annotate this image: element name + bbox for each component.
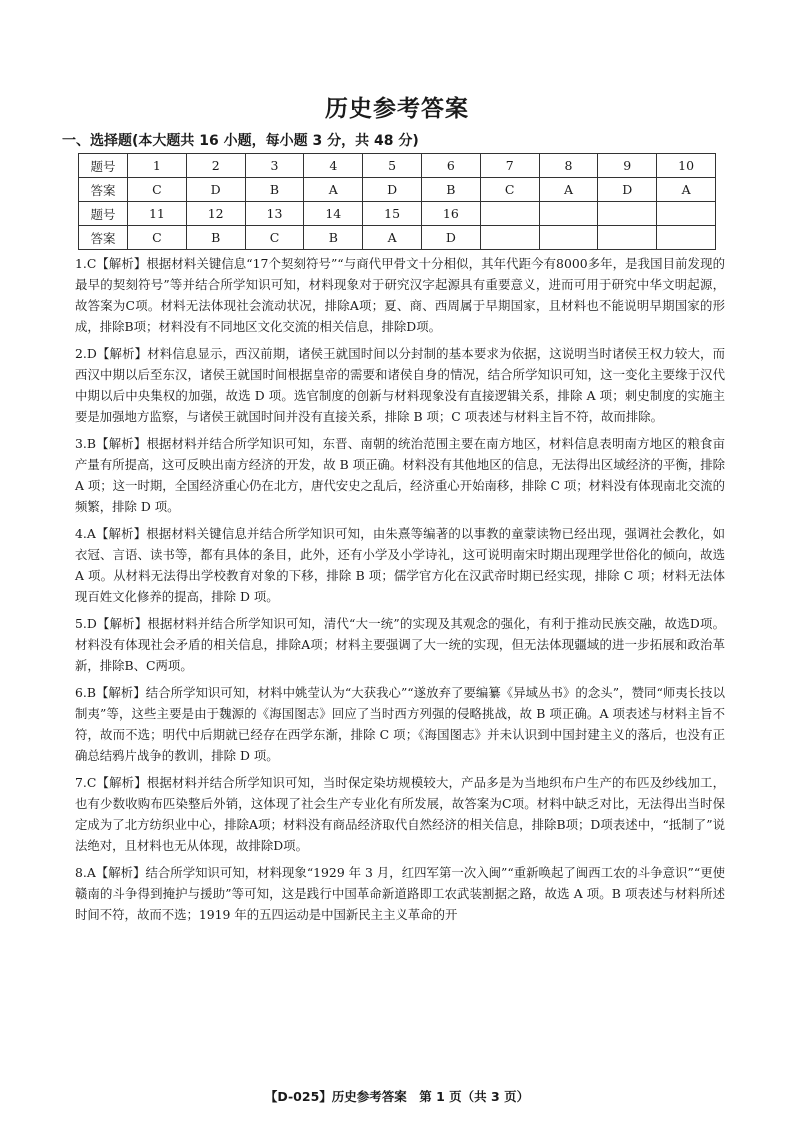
table-cell: 14	[304, 202, 363, 226]
table-cell: 题号	[79, 154, 128, 178]
item-number: 3.B	[75, 436, 96, 451]
table-cell: 2	[186, 154, 245, 178]
table-row	[79, 178, 716, 202]
item-text: 【解析】根据材料关键信息并结合所学知识可知，由朱熹等编著的以事教的童蒙读物已经出现，强调社会教化，如衣冠、言语、读书等，都有具体的条目，此外，还有小学及小学诗礼，这可说明南宋时期出现理学世俗化的倾向，故选 A 项。从材料无法得出学校教育对象的下移，排除 B 项；儒学官方化在汉武帝时期已经实现，排除 C 项；材料无法体现百姓文化修养的提高，排除 D 项。	[75, 526, 725, 604]
table-cell: 10	[657, 154, 716, 178]
list-item	[75, 343, 725, 427]
table-cell: 6	[421, 154, 480, 178]
item-number: 1.C	[75, 256, 97, 271]
table-cell: B	[421, 178, 480, 202]
table-cell: C	[480, 178, 539, 202]
list-item	[75, 523, 725, 607]
table-cell: B	[245, 178, 304, 202]
item-number: 2.D	[75, 346, 97, 361]
table-cell	[539, 202, 598, 226]
table-cell: B	[304, 226, 363, 250]
table-row	[79, 154, 716, 178]
table-cell: B	[186, 226, 245, 250]
explanations	[75, 253, 725, 931]
answer-table	[78, 153, 716, 250]
item-text: 【解析】根据材料关键信息“17个契刻符号”“与商代甲骨文十分相似，其年代距今有8000多年，是我国目前发现的最早的契刻符号”等并结合所学知识可知，材料现象对于研究汉字起源具有重要意义，进而可用于研究中华文明起源，故答案为C项。材料无法体现社会流动状况，排除A项；夏、商、西周属于早期国家，且材料也不能说明早期国家的形成，排除B项；材料没有不同地区文化交流的相关信息，排除D项。	[75, 256, 725, 334]
table-cell: 5	[363, 154, 422, 178]
table-cell	[480, 202, 539, 226]
table-cell	[539, 226, 598, 250]
table-cell: 13	[245, 202, 304, 226]
table-cell: 16	[421, 202, 480, 226]
item-number: 4.A	[75, 526, 96, 541]
item-number: 6.B	[75, 685, 96, 700]
table-cell: C	[128, 226, 187, 250]
list-item	[75, 862, 725, 925]
table-cell: 8	[539, 154, 598, 178]
table-cell: A	[539, 178, 598, 202]
table-cell: C	[245, 226, 304, 250]
list-item	[75, 253, 725, 337]
table-cell: 12	[186, 202, 245, 226]
table-cell	[598, 226, 657, 250]
table-cell: 9	[598, 154, 657, 178]
table-cell: 4	[304, 154, 363, 178]
table-cell: 1	[128, 154, 187, 178]
list-item	[75, 613, 725, 676]
table-cell	[657, 226, 716, 250]
item-text: 【解析】结合所学知识可知，材料现象“1929 年 3 月，红四军第一次入闽”“重新唤起了闽西工农的斗争意识”“更使赣南的斗争得到掩护与援助”等可知，这是践行中国革命新道路即工农武装割据之路，故选 A 项。B 项表述与材料所述时间不符，故而不选；1919 年的五四运动是中国新民主主义革命的开	[75, 865, 725, 922]
item-text: 【解析】根据材料并结合所学知识可知，东晋、南朝的统治范围主要在南方地区，材料信息表明南方地区的粮食亩产量有所提高，这可反映出南方经济的开发，故 B 项正确。材料没有其他地区的信息，无法得出区域经济的平衡，排除 A 项；这一时期，全国经济重心仍在北方，唐代安史之乱后，经济重心开始南移，排除 C 项；材料没有体现南北交流的频繁，排除 D 项。	[75, 436, 725, 514]
table-cell	[598, 202, 657, 226]
list-item	[75, 772, 725, 856]
list-item	[75, 682, 725, 766]
table-cell: 3	[245, 154, 304, 178]
table-cell: C	[128, 178, 187, 202]
table-cell: A	[363, 226, 422, 250]
item-number: 8.A	[75, 865, 96, 880]
item-number: 5.D	[75, 616, 97, 631]
table-cell: 题号	[79, 202, 128, 226]
page-footer: 【D-025】历史参考答案 第 1 页（共 3 页）	[264, 1089, 530, 1104]
item-number: 7.C	[75, 775, 97, 790]
list-item	[75, 433, 725, 517]
table-cell	[480, 226, 539, 250]
table-cell: 答案	[79, 178, 128, 202]
table-cell: D	[598, 178, 657, 202]
item-text: 【解析】根据材料并结合所学知识可知，当时保定染坊规模较大，产品多是为当地织布户生产的布匹及纱线加工，也有少数收购布匹染整后外销，这体现了社会生产专业化有所发展，故答案为C项。材料中缺乏对比，无法得出当时保定成为了北方纺织业中心，排除A项；材料没有商品经济取代自然经济的相关信息，排除B项；D项表述中，“抵制了”说法绝对，且材料也无从体现，故排除D项。	[75, 775, 725, 853]
table-row	[79, 226, 716, 250]
table-cell: 答案	[79, 226, 128, 250]
table-cell: A	[657, 178, 716, 202]
table-cell: D	[186, 178, 245, 202]
item-text: 【解析】结合所学知识可知，材料中姚莹认为“大获我心”“遂放弃了要编纂《异域丛书》的念头”，赞同“师夷长技以制夷”等，这些主要是由于魏源的《海国图志》回应了当时西方列强的侵略挑战，故 B 项正确。A 项表述与材料主旨不符，故而不选；明代中后期就已经存在西学东渐，排除 C 项；《海国图志》并未认识到中国封建主义的落后，也没有正确总结鸦片战争的教训，排除 D 项。	[75, 685, 725, 763]
table-cell: 7	[480, 154, 539, 178]
table-cell: D	[421, 226, 480, 250]
item-text: 【解析】材料信息显示，西汉前期，诸侯王就国时间以分封制的基本要求为依据，这说明当时诸侯王权力较大，而西汉中期以后至东汉，诸侯王就国时间根据皇帝的需要和诸侯自身的情况，结合所学知识可知，这一变化主要缘于汉代中期以后中央集权的加强，故选 D 项。选官制度的创新与材料现象没有直接逻辑关系，排除 A 项；刺史制度的实施主要是加强地方监察，与诸侯王就国时间并没有直接关系，排除 B 项；C 项表述与材料主旨不符，故而排除。	[75, 346, 725, 424]
section-heading: 一、选择题(本大题共 16 小题，每小题 3 分，共 48 分)	[62, 133, 419, 149]
table-row	[79, 202, 716, 226]
table-cell	[657, 202, 716, 226]
table-cell: D	[363, 178, 422, 202]
item-text: 【解析】根据材料并结合所学知识可知，清代“大一统”的实现及其观念的强化，有利于推动民族交融，故选D项。材料没有体现社会矛盾的相关信息，排除A项；材料主要强调了大一统的实现，但无法体现疆域的进一步拓展和政治革新，排除B、C两项。	[75, 616, 725, 673]
table-cell: 11	[128, 202, 187, 226]
page-title: 历史参考答案	[325, 96, 469, 122]
table-cell: 15	[363, 202, 422, 226]
table-cell: A	[304, 178, 363, 202]
